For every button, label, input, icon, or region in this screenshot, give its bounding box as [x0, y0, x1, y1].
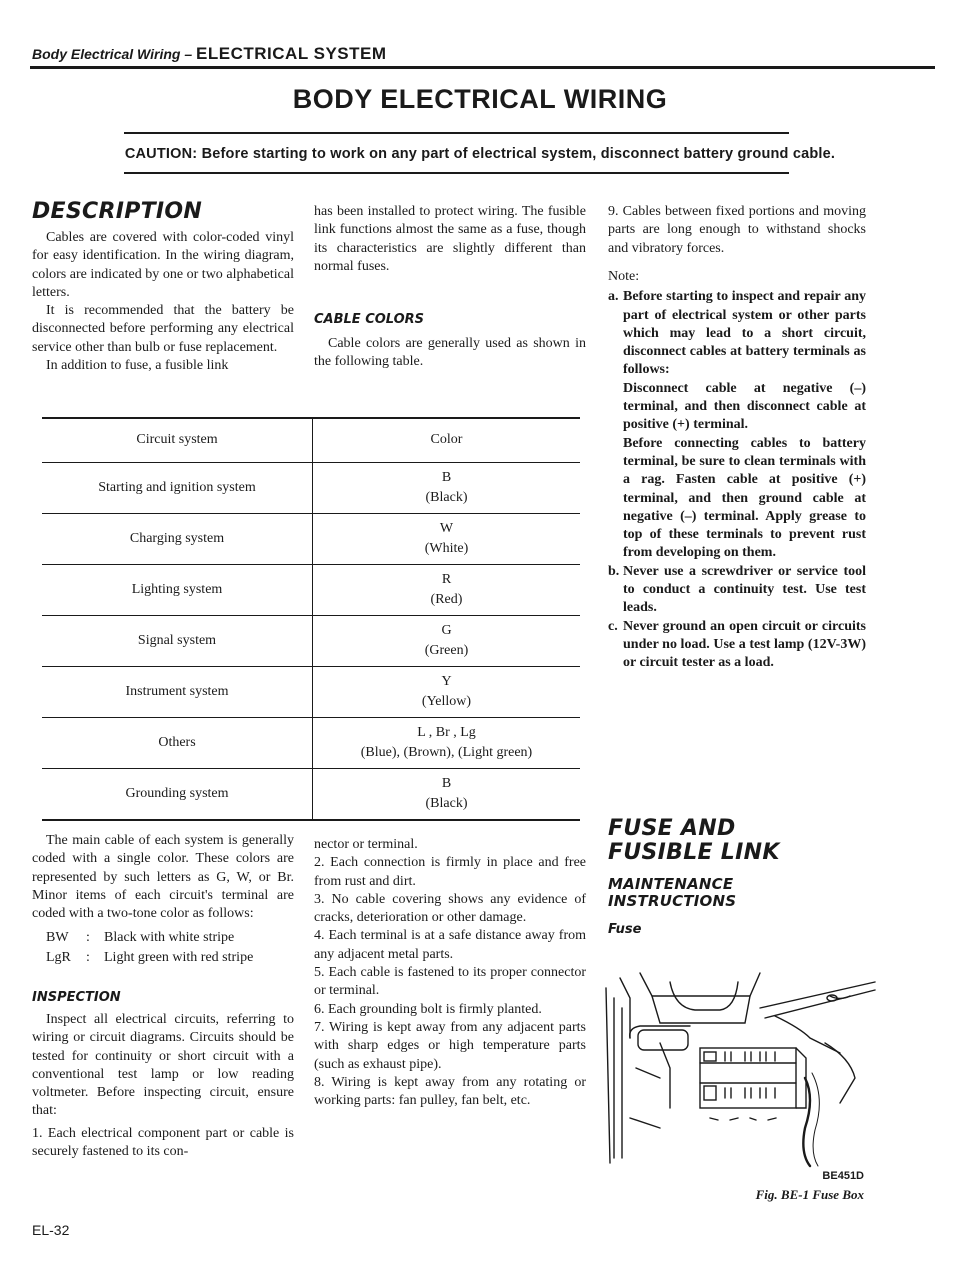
table-cell-color	[313, 564, 581, 615]
table-bottom-rule	[42, 819, 580, 821]
page-number: EL-32	[32, 1222, 70, 1238]
note-c-text: Never ground an open circuit or circuits under no load. Use a test lamp (12V-3W) or circuit tester as a load.	[623, 618, 866, 671]
table-header-row	[42, 419, 580, 462]
table-header-color: Color	[430, 432, 463, 448]
description-heading: DESCRIPTION	[32, 199, 203, 224]
table-cell-system: Others	[42, 717, 313, 768]
inspection-item: 6. Each grounding bolt is firmly planted.	[314, 1001, 542, 1017]
figure-caption: Fig. BE-1 Fuse Box	[755, 1187, 864, 1202]
inspection-item: 5. Each cable is fastened to its proper connector or terminal.	[314, 965, 586, 999]
stripe-code: LgR	[46, 950, 71, 965]
coding-body	[32, 832, 294, 923]
color-table-grid	[42, 419, 580, 819]
inspection-item: 9. Cables between fixed portions and moving parts are long enough to withstand shocks and vibratory forces.	[608, 204, 866, 256]
color-name: (Black)	[425, 489, 468, 505]
stripe-desc: Black with white stripe	[104, 930, 235, 945]
note-item-b	[608, 563, 866, 618]
note-a-text: Before starting to inspect and repair any part of electrical system or other parts which may lead to a short circuit, disconnect cables at battery terminals as follows:	[623, 289, 866, 378]
note-item-a	[608, 288, 866, 562]
maintenance-heading	[608, 876, 736, 910]
inspection-item: 8. Wiring is kept away from any rotating or working parts: fan pulley, fan belt, etc.	[314, 1074, 586, 1109]
table-cell-system: Signal system	[42, 615, 313, 666]
inspection-items-col2	[314, 836, 586, 1110]
cable-colors-intro-wrap	[314, 335, 586, 372]
inspection-body	[32, 1011, 294, 1161]
color-name: (Blue), (Brown), (Light green)	[360, 744, 533, 760]
table-row	[42, 666, 580, 717]
note-a-text2: Disconnect cable at negative (–) terminal, and then disconnect cable at positive (+) terminal.	[623, 380, 866, 433]
description-p2: It is recommended that the battery be disconnected before performing any electrical service other than bulb or fuse replacement.	[32, 303, 294, 355]
table-row	[42, 768, 580, 819]
table-cell-system: Lighting system	[42, 564, 313, 615]
cable-colors-intro: Cable colors are generally used as shown in the following table.	[314, 336, 586, 370]
table-cell-color	[313, 615, 581, 666]
table-cell-color	[313, 666, 581, 717]
inspection-items-col3	[608, 203, 866, 258]
header-rule	[30, 66, 935, 69]
table-row	[42, 564, 580, 615]
inspection-item-1: 1. Each electrical component part or cable is securely fastened to its con-	[32, 1125, 294, 1160]
color-code: B	[441, 469, 452, 485]
stripe-sep: :	[86, 930, 90, 945]
description-continued	[314, 203, 586, 276]
caution-label: CAUTION:	[124, 146, 198, 162]
color-table	[42, 417, 580, 821]
page-title: BODY ELECTRICAL WIRING	[292, 84, 668, 114]
color-name: (Black)	[425, 795, 468, 811]
color-code: L , Br , Lg	[417, 724, 476, 740]
inspection-heading: INSPECTION	[32, 990, 121, 1005]
fuse-heading-line2: FUSIBLE LINK	[608, 840, 780, 865]
stripe-desc: Light green with red stripe	[104, 950, 254, 965]
table-cell-color	[313, 462, 581, 513]
fuse-subheading: Fuse	[608, 922, 642, 937]
inspection-item: 2. Each connection is firmly in place and free from rust and dirt.	[314, 855, 586, 889]
caution-text: Before starting to work on any part of electrical system, disconnect battery ground cable.	[201, 146, 836, 162]
note-item-label: c.	[608, 618, 618, 634]
table-cell-system: Grounding system	[42, 768, 313, 819]
note-b-text: Never use a screwdriver or service tool to conduct a continuity test. Use test leads.	[623, 563, 866, 616]
color-code: B	[441, 775, 452, 791]
stripe-item	[46, 948, 296, 968]
figure-id: BE451D	[822, 1170, 864, 1182]
note-a-text3: Before connecting cables to battery terminal, be sure to clean terminals with a rag. Fasten cable at positive (+) terminal, and then ground cable at negative (–) terminal. Apply grease to top of these terminals to prevent rust from developing on them.	[623, 435, 866, 561]
note-item-text	[623, 288, 866, 562]
description-p1: Cables are covered with color-coded vinyl for easy identification. In the wiring diagram, colors are indicated by one or two alphabetical letters.	[32, 230, 294, 300]
stripe-item	[46, 928, 296, 948]
table-cell-system: Instrument system	[42, 666, 313, 717]
table-header-circuit: Circuit system	[42, 419, 313, 462]
color-code: W	[439, 520, 454, 536]
stripe-code: BW	[46, 930, 69, 945]
color-name: (White)	[424, 540, 469, 556]
note-item-c	[608, 618, 866, 673]
color-code: G	[441, 622, 452, 638]
fuse-box-illustration	[600, 968, 880, 1168]
cable-colors-heading: CABLE COLORS	[314, 312, 425, 327]
maintenance-heading-line1: MAINTENANCE	[608, 875, 734, 893]
description-p3b: has been installed to protect wiring. The fusible link functions almost the same as a fuse, though its characteristics are slightly different than normal fuses.	[314, 204, 586, 274]
caution-rule-top	[124, 132, 789, 134]
table-cell-system: Charging system	[42, 513, 313, 564]
table-cell-color	[313, 717, 581, 768]
note-label: Note:	[608, 269, 640, 284]
fuse-heading-line1: FUSE AND	[608, 816, 736, 841]
description-body	[32, 229, 294, 375]
table-cell-color	[313, 768, 581, 819]
description-p3a: In addition to fuse, a fusible link	[46, 358, 229, 374]
table-row	[42, 717, 580, 768]
coding-paragraph: The main cable of each system is generally coded with a single color. These colors are represented by such letters as G, W, or Br. Minor items of each circuit's terminal are coded with a two-tone color as follows:	[32, 833, 294, 922]
header-section-main: ELECTRICAL SYSTEM	[196, 44, 387, 63]
maintenance-heading-line2: INSTRUCTIONS	[608, 892, 737, 910]
note-item-label: a.	[608, 289, 619, 305]
table-cell-color	[313, 513, 581, 564]
inspection-item: 7. Wiring is kept away from any adjacent parts with sharp edges or high temperature parts (such as exhaust pipe).	[314, 1019, 586, 1072]
header-section-italic: Body Electrical Wiring	[32, 46, 181, 62]
stripe-sep: :	[86, 950, 90, 965]
table-row	[42, 615, 580, 666]
table-row	[42, 462, 580, 513]
header-dash: –	[180, 46, 197, 62]
table-cell-system: Starting and ignition system	[42, 462, 313, 513]
inspection-item: 3. No cable covering shows any evidence of cracks, deterioration or other damage.	[314, 891, 586, 926]
color-code: R	[441, 571, 452, 587]
stripe-list	[46, 928, 296, 968]
color-name: (Green)	[424, 642, 469, 658]
table-row	[42, 513, 580, 564]
inspection-paragraph: Inspect all electrical circuits, referring to wiring or circuit diagrams. Circuits should be tested for continuity or short circuit with a conventional test lamp or low reading voltmeter. Before inspecting circuit, ensure that:	[32, 1012, 294, 1119]
color-code: Y	[441, 673, 452, 689]
running-header	[32, 44, 387, 64]
caution-line	[60, 146, 900, 162]
color-name: (Yellow)	[421, 693, 472, 709]
note-block	[608, 268, 866, 673]
caution-rule-bottom	[124, 172, 789, 174]
note-item-label: b.	[608, 563, 620, 579]
inspection-item-1-cont: nector or terminal.	[314, 837, 418, 852]
fuse-heading	[608, 817, 780, 865]
inspection-item: 4. Each terminal is at a safe distance away from any adjacent metal parts.	[314, 928, 586, 962]
color-name: (Red)	[430, 591, 463, 607]
